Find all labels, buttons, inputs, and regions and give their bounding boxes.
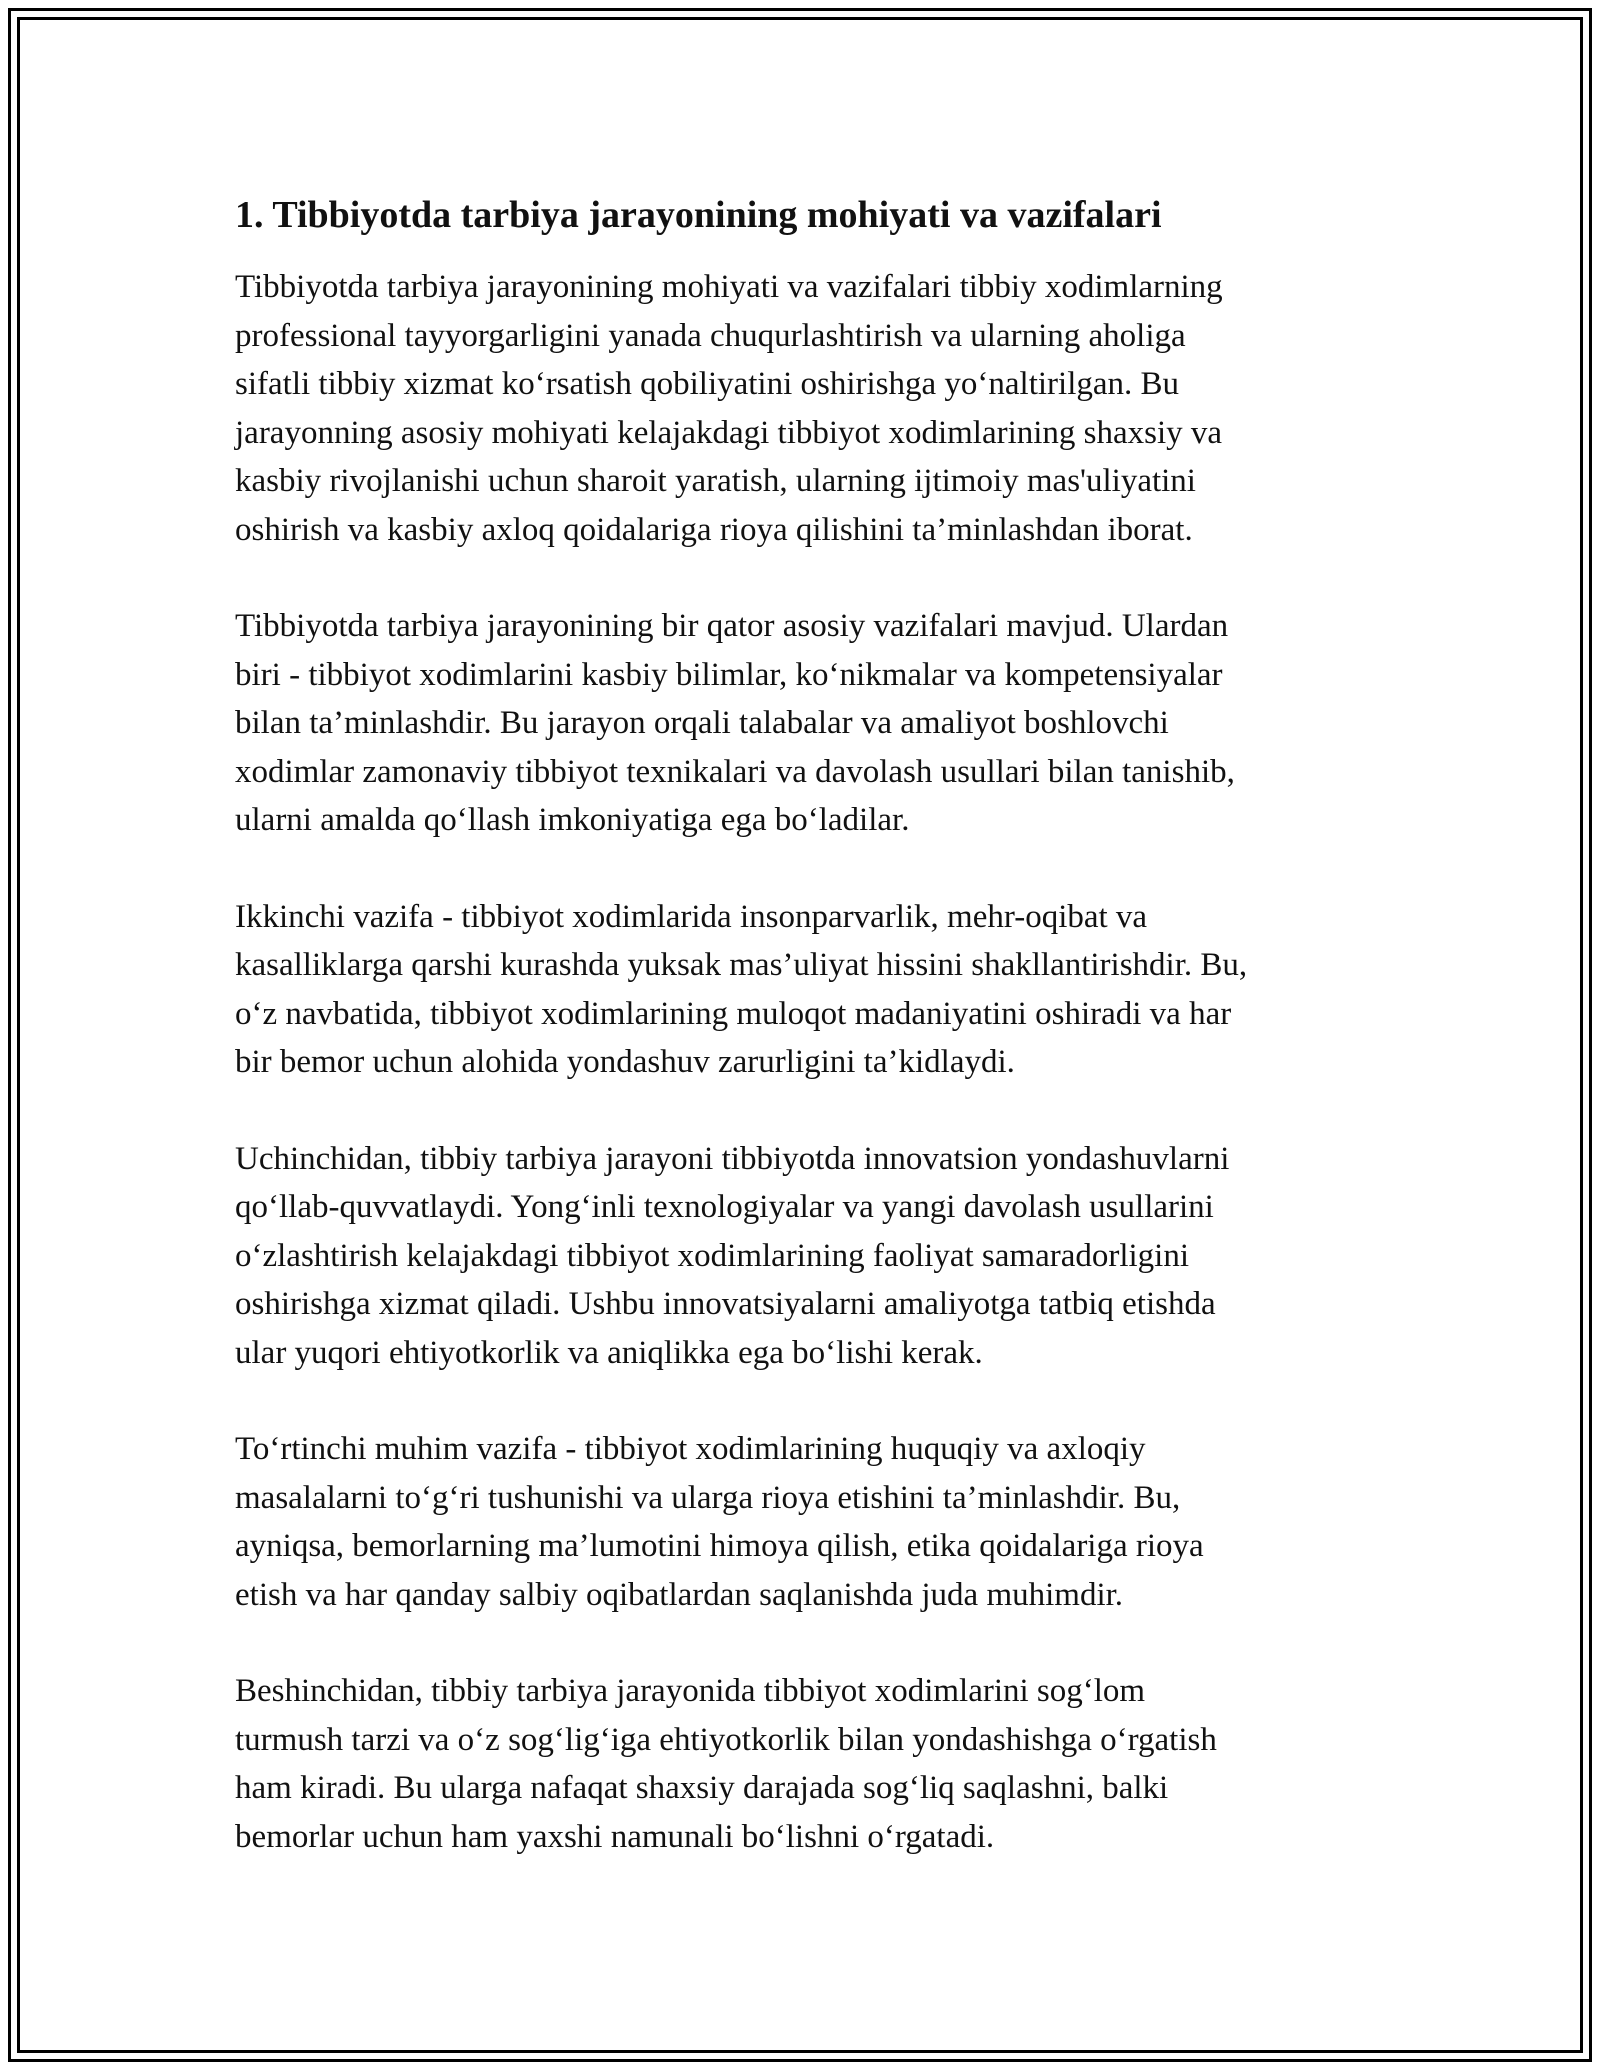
paragraph-6: Beshinchidan, tibbiy tarbiya jarayonida tibbiyot xodimlarini sog‘lom turmush tarzi va o‘z sog‘lig‘iga ehtiyotkorlik bilan yondashishga o‘rgatish ham kiradi. Bu ularga nafaqat shaxsiy darajada sog‘liq saqlashni, balki bemorlar uchun ham yaxshi namunali bo‘lishni o‘rgatadi. bbox=[235, 1673, 1217, 1855]
document-body bbox=[235, 190, 1375, 1909]
paragraph-4: Uchinchidan, tibbiy tarbiya jarayoni tibbiyotda innovatsion yondashuvlarni qo‘llab-quvvatlaydi. Yong‘inli texnologiyalar va yangi davolash usullarini o‘zlashtirish kelajakdagi tibbiyot xodimlarining faoliyat samaradorligini oshirishga xizmat qiladi. Ushbu innovatsiyalarni amaliyotga tatbiq etishda ular yuqori ehtiyotkorlik va aniqlikka ega bo‘lishi kerak. bbox=[235, 1140, 1230, 1371]
paragraph-2: Tibbiyotda tarbiya jarayonining bir qator asosiy vazifalari mavjud. Ulardan biri - tibbiyot xodimlarini kasbiy bilimlar, ko‘nikmalar va kompetensiyalar bilan ta’minlashdir. Bu jarayon orqali talabalar va amaliyot boshlovchi xodimlar zamonaviy tibbiyot texnikalari va davolash usullari bilan tanishib, ularni amalda qo‘llash imkoniyatiga ega bo‘ladilar. bbox=[235, 608, 1235, 838]
section-heading: 1. Tibbiyotda tarbiya jarayonining mohiyati va vazifalari bbox=[235, 194, 1162, 236]
paragraph-3: Ikkinchi vazifa - tibbiyot xodimlarida insonparvarlik, mehr-oqibat va kasalliklarga qarshi kurashda yuksak mas’uliyat hissini shakllantirishdir. Bu, o‘z navbatida, tibbiyot xodimlarining muloqot madaniyatini oshiradi va har bir bemor uchun alohida yondashuv zarurligini ta’kidlaydi. bbox=[235, 898, 1248, 1080]
paragraph-5: To‘rtinchi muhim vazifa - tibbiyot xodimlarining huquqiy va axloqiy masalalarni to‘g‘ri tushunishi va ularga rioya etishini ta’minlashdir. Bu, ayniqsa, bemorlarning ma’lumotini himoya qilish, etika qoidalariga rioya etish va har qanday salbiy oqibatlardan saqlanishda juda muhimdir. bbox=[235, 1431, 1204, 1613]
paragraph-1: Tibbiyotda tarbiya jarayonining mohiyati va vazifalari tibbiy xodimlarning professional tayyorgarligini yanada chuqurlashtirish va ularning aholiga sifatli tibbiy xizmat ko‘rsatish qobiliyatini oshirishga yo‘naltirilgan. Bu jarayonning asosiy mohiyati kelajakdagi tibbiyot xodimlarining shaxsiy va kasbiy rivojlanishi uchun sharoit yaratish, ularning ijtimoiy mas'uliyatini oshirish va kasbiy axloq qoidalariga rioya qilishini ta’minlashdan iborat. bbox=[235, 269, 1223, 548]
